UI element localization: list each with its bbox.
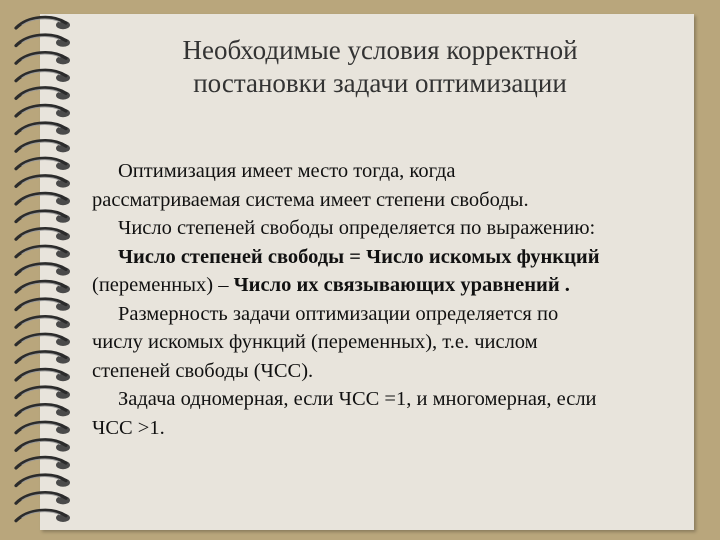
spiral-ring (16, 105, 70, 117)
paragraph-2-line-1: Число степеней свободы определяется по выражению: (118, 217, 596, 239)
spiral-ring (16, 457, 70, 469)
title-line-2: постановки задачи оптимизации (193, 68, 567, 98)
spiral-ring (16, 70, 70, 82)
spiral-ring (16, 387, 70, 399)
spiral-ring (16, 317, 70, 329)
formula-left-side: Число степеней свободы = Число искомых функций (118, 245, 600, 268)
spiral-ring (16, 493, 70, 505)
formula-variables-text: (переменных) – (92, 274, 234, 296)
spiral-ring (16, 369, 70, 381)
spiral-binding-icon (0, 0, 90, 540)
spiral-ring (16, 510, 70, 522)
spiral-ring (16, 246, 70, 258)
spiral-ring (16, 440, 70, 452)
paragraph-4-line-3: степеней свободы (ЧСС). (92, 359, 314, 382)
spiral-ring (16, 334, 70, 346)
spiral-ring (16, 211, 70, 223)
spiral-ring (16, 53, 70, 65)
spiral-ring (16, 193, 70, 205)
spiral-ring (16, 352, 70, 364)
page-title (100, 34, 660, 100)
title-line-1: Необходимые условия корректной (182, 35, 578, 65)
spiral-ring (16, 176, 70, 188)
spiral-ring (16, 299, 70, 311)
spiral-ring (16, 35, 70, 47)
body-text (92, 157, 682, 442)
paragraph-4-line-2: числу искомых функций (переменных), т.е. числом (92, 331, 538, 353)
paragraph-1-line-1: Оптимизация имеет место тогда, когда (118, 160, 456, 182)
spiral-ring (16, 88, 70, 100)
paragraph-3-line-2 (92, 271, 682, 300)
spiral-ring (16, 229, 70, 241)
paragraph-3-line-1 (92, 243, 682, 272)
paragraph-5-line-2: ЧСС >1. (92, 416, 165, 439)
spiral-ring (16, 141, 70, 153)
spiral-ring (16, 405, 70, 417)
spiral-ring (16, 422, 70, 434)
paragraph-5-line-1: Задача одномерная, если ЧСС =1, и многомерная, если (118, 388, 597, 410)
spiral-ring (16, 281, 70, 293)
spiral-ring (16, 475, 70, 487)
paragraph-4-line-1: Размерность задачи оптимизации определяется по (118, 302, 559, 325)
spiral-ring (16, 17, 70, 29)
spiral-ring (16, 123, 70, 135)
paragraph-1-line-2: рассматриваемая система имеет степени свободы. (92, 188, 529, 211)
spiral-ring (16, 158, 70, 170)
spiral-ring (16, 264, 70, 276)
formula-right-side: Число их связывающих уравнений . (233, 274, 570, 296)
